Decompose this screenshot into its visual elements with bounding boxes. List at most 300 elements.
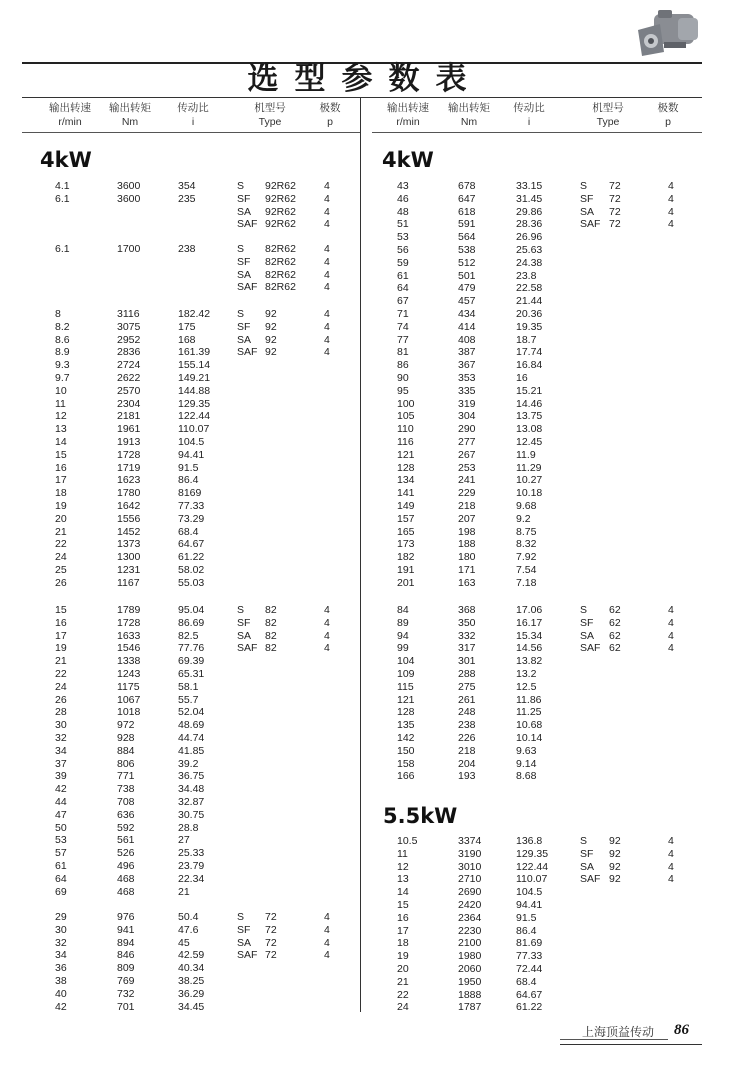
speed-cell: 56: [397, 244, 409, 256]
ratio-cell: 86.69: [178, 616, 205, 629]
poles-cell: 4: [668, 180, 674, 192]
speed-cell: 109: [397, 668, 415, 680]
page-number: 86: [674, 1022, 689, 1038]
torque-cell: 387: [458, 346, 476, 359]
torque-cell: 769: [117, 975, 135, 987]
torque-cell: 1642: [117, 500, 141, 512]
ratio-cell: 11.25: [516, 706, 542, 719]
ratio-cell: 30.75: [178, 808, 205, 821]
type-prefix-cell: SA: [237, 629, 252, 642]
speed-cell: 4.1: [55, 180, 70, 192]
poles-cell: 4: [324, 604, 330, 616]
ratio-cell: 22.34: [178, 872, 205, 885]
torque-cell: 238: [458, 719, 476, 732]
speed-cell: 150: [397, 744, 415, 757]
torque-cell: 512: [458, 256, 476, 269]
speed-cell: 105: [397, 410, 415, 423]
speed-cell: 8: [55, 308, 61, 320]
speed-cell: 10.5: [397, 835, 418, 847]
ratio-cell: 22.58: [516, 282, 543, 295]
speed-cell: 22: [397, 988, 409, 1001]
torque-cell: 163: [458, 576, 476, 589]
torque-cell: 317: [458, 642, 476, 655]
torque-cell: 468: [117, 872, 135, 885]
header-poles-left: 极数 p: [319, 102, 341, 128]
ratio-cell: 64.67: [178, 538, 205, 551]
speed-cell: 22: [55, 668, 67, 680]
speed-cell: 81: [397, 346, 409, 359]
ratio-cell: 73.29: [178, 512, 205, 525]
ratio-cell: 168: [178, 333, 196, 346]
poles-cell: 4: [324, 255, 330, 268]
ratio-cell: 36.75: [178, 770, 205, 783]
type-size-cell: 72: [265, 936, 277, 949]
speed-cell: 142: [397, 732, 415, 744]
torque-cell: 180: [458, 551, 476, 564]
speed-cell: 29: [55, 911, 67, 923]
torque-cell: 188: [458, 538, 476, 551]
ratio-cell: 18.7: [516, 333, 537, 346]
speed-cell: 14: [55, 436, 67, 448]
type-prefix-cell: SA: [580, 205, 595, 218]
speed-cell: 201: [397, 576, 415, 589]
poles-cell: 4: [668, 205, 674, 218]
type-prefix-cell: SF: [237, 255, 251, 268]
type-size-cell: 82R62: [265, 268, 296, 281]
speed-cell: 90: [397, 372, 409, 384]
type-prefix-cell: SAF: [237, 281, 258, 294]
speed-cell: 6.1: [55, 192, 70, 205]
torque-cell: 226: [458, 732, 476, 744]
ratio-cell: 47.6: [178, 923, 199, 936]
speed-cell: 84: [397, 604, 409, 616]
type-size-cell: 72: [265, 911, 277, 923]
speed-cell: 21: [55, 655, 67, 668]
torque-cell: 561: [117, 834, 135, 847]
speed-cell: 115: [397, 680, 414, 693]
ratio-cell: 16.17: [516, 616, 543, 629]
ratio-cell: 10.18: [516, 487, 543, 500]
type-prefix-cell: SF: [237, 192, 251, 205]
ratio-cell: 58.1: [178, 680, 199, 693]
type-prefix-cell: SA: [237, 936, 252, 949]
speed-cell: 13: [397, 873, 409, 886]
torque-cell: 1913: [117, 436, 141, 448]
header-ratio-right: 传动比 i: [513, 102, 545, 128]
poles-cell: 4: [324, 911, 330, 923]
ratio-cell: 34.45: [178, 1000, 205, 1013]
speed-cell: 42: [55, 783, 67, 796]
ratio-cell: 16.84: [516, 359, 543, 372]
ratio-cell: 14.46: [516, 397, 543, 410]
torque-cell: 976: [117, 911, 135, 923]
speed-cell: 18: [55, 487, 67, 500]
speed-cell: 25: [55, 564, 67, 576]
torque-cell: 2181: [117, 410, 141, 423]
type-size-cell: 82: [265, 629, 277, 642]
torque-cell: 501: [458, 269, 476, 282]
type-size-cell: 92: [609, 873, 621, 886]
type-prefix-cell: SF: [237, 616, 251, 629]
type-prefix-cell: S: [237, 180, 245, 192]
type-size-cell: 82: [265, 616, 277, 629]
footer-company: 上海顶益传动: [582, 1025, 655, 1039]
type-size-cell: 92: [265, 333, 277, 346]
torque-cell: 636: [117, 808, 135, 821]
ratio-cell: 10.68: [516, 719, 543, 732]
speed-cell: 104: [397, 655, 415, 668]
type-size-cell: 72: [265, 949, 277, 962]
speed-cell: 15: [55, 604, 67, 616]
torque-cell: 701: [117, 1000, 135, 1013]
type-prefix-cell: SA: [237, 205, 252, 218]
torque-cell: 218: [458, 500, 476, 512]
ratio-cell: 77.76: [178, 642, 205, 655]
torque-cell: 2622: [117, 372, 141, 384]
speed-cell: 191: [397, 564, 415, 576]
torque-cell: 2570: [117, 384, 141, 397]
speed-cell: 134: [397, 474, 415, 487]
torque-cell: 1018: [117, 706, 141, 719]
speed-cell: 16: [397, 911, 409, 924]
ratio-cell: 8.32: [516, 538, 537, 551]
type-prefix-cell: SAF: [580, 642, 601, 655]
ratio-cell: 9.2: [516, 512, 531, 525]
speed-cell: 69: [55, 885, 67, 898]
poles-cell: 4: [668, 873, 674, 886]
speed-cell: 47: [55, 808, 67, 821]
torque-cell: 972: [117, 719, 135, 732]
speed-cell: 67: [397, 295, 409, 308]
torque-cell: 2060: [458, 963, 482, 975]
torque-cell: 738: [117, 783, 135, 796]
torque-cell: 1373: [117, 538, 141, 551]
speed-cell: 166: [397, 770, 415, 783]
ratio-cell: 55.03: [178, 576, 205, 589]
speed-cell: 11: [55, 397, 66, 410]
torque-cell: 2304: [117, 397, 141, 410]
type-prefix-cell: SAF: [237, 346, 258, 359]
type-size-cell: 82: [265, 604, 277, 616]
ratio-cell: 34.48: [178, 783, 205, 796]
speed-cell: 15: [397, 899, 409, 911]
ratio-cell: 20.36: [516, 308, 543, 320]
torque-cell: 1243: [117, 668, 141, 680]
speed-cell: 9.3: [55, 359, 70, 372]
ratio-cell: 129.35: [178, 397, 211, 410]
header-top-rule: [22, 97, 702, 98]
speed-cell: 110: [397, 423, 414, 436]
torque-cell: 1787: [458, 1001, 482, 1014]
torque-cell: 1780: [117, 487, 141, 500]
torque-cell: 3116: [117, 308, 140, 320]
ratio-cell: 19.35: [516, 320, 543, 333]
speed-cell: 59: [397, 256, 409, 269]
page-title: 选型参数表: [247, 61, 483, 97]
speed-cell: 128: [397, 706, 415, 719]
speed-cell: 36: [55, 962, 67, 975]
ratio-cell: 12.5: [516, 680, 537, 693]
torque-cell: 414: [458, 320, 476, 333]
ratio-cell: 13.08: [516, 423, 543, 436]
torque-cell: 277: [458, 436, 476, 448]
poles-cell: 4: [668, 604, 674, 616]
ratio-cell: 238: [178, 243, 196, 255]
poles-cell: 4: [324, 949, 330, 962]
torque-cell: 538: [458, 244, 476, 256]
poles-cell: 4: [668, 629, 674, 642]
torque-cell: 2952: [117, 333, 141, 346]
torque-cell: 218: [458, 744, 476, 757]
speed-cell: 21: [397, 975, 409, 988]
poles-cell: 4: [324, 243, 330, 255]
torque-cell: 2100: [458, 937, 482, 950]
gear-motor-icon: [634, 8, 700, 60]
speed-cell: 26: [55, 576, 67, 589]
speed-cell: 19: [397, 950, 409, 963]
torque-cell: 304: [458, 410, 476, 423]
ratio-cell: 17.74: [516, 346, 543, 359]
ratio-cell: 86.4: [178, 474, 199, 487]
ratio-cell: 52.04: [178, 706, 205, 719]
ratio-cell: 10.14: [516, 732, 543, 744]
speed-cell: 32: [55, 936, 67, 949]
ratio-cell: 39.2: [178, 757, 199, 770]
speed-cell: 26: [55, 693, 67, 706]
speed-cell: 28: [55, 706, 67, 719]
ratio-cell: 72.44: [516, 963, 543, 975]
torque-cell: 592: [117, 821, 135, 834]
ratio-cell: 82.5: [178, 629, 199, 642]
ratio-cell: 17.06: [516, 604, 543, 616]
ratio-cell: 28.36: [516, 218, 543, 231]
torque-cell: 1231: [117, 564, 141, 576]
poles-cell: 4: [668, 218, 674, 231]
ratio-cell: 15.34: [516, 629, 543, 642]
header-speed-right: 输出转速 r/min: [387, 102, 429, 128]
ratio-cell: 122.44: [516, 860, 549, 873]
speed-cell: 99: [397, 642, 409, 655]
type-size-cell: 92R62: [265, 180, 296, 192]
poles-cell: 4: [668, 860, 674, 873]
ratio-cell: 40.34: [178, 962, 205, 975]
ratio-cell: 11.29: [516, 461, 542, 474]
torque-cell: 1950: [458, 975, 482, 988]
type-prefix-cell: S: [237, 308, 245, 320]
torque-cell: 1338: [117, 655, 141, 668]
speed-cell: 24: [55, 551, 67, 564]
ratio-cell: 64.67: [516, 988, 543, 1001]
speed-cell: 17: [397, 924, 409, 937]
torque-cell: 1700: [117, 243, 141, 255]
torque-cell: 809: [117, 962, 135, 975]
ratio-cell: 28.8: [178, 821, 199, 834]
section-title-4kw-right: 4kW: [382, 148, 434, 172]
type-size-cell: 72: [609, 218, 621, 231]
torque-cell: 335: [458, 384, 476, 397]
poles-cell: 4: [324, 616, 330, 629]
ratio-cell: 136.8: [516, 835, 543, 847]
speed-cell: 20: [397, 963, 409, 975]
poles-cell: 4: [324, 205, 330, 218]
torque-cell: 457: [458, 295, 476, 308]
poles-cell: 4: [324, 346, 330, 359]
torque-cell: 2420: [458, 899, 482, 911]
ratio-cell: 122.44: [178, 410, 211, 423]
speed-cell: 135: [397, 719, 415, 732]
torque-cell: 1961: [117, 423, 141, 436]
ratio-cell: 14.56: [516, 642, 543, 655]
poles-cell: 4: [668, 847, 674, 860]
ratio-cell: 32.87: [178, 796, 205, 808]
speed-cell: 53: [55, 834, 67, 847]
torque-cell: 350: [458, 616, 476, 629]
speed-cell: 30: [55, 719, 67, 732]
speed-cell: 39: [55, 770, 67, 783]
section-title-5-5kw: 5.5kW: [383, 804, 458, 828]
poles-cell: 4: [324, 642, 330, 655]
speed-cell: 77: [397, 333, 409, 346]
ratio-cell: 235: [178, 192, 196, 205]
ratio-cell: 36.29: [178, 987, 205, 1000]
type-size-cell: 82R62: [265, 255, 296, 268]
type-prefix-cell: S: [580, 604, 588, 616]
torque-cell: 1167: [117, 576, 140, 589]
torque-cell: 1175: [117, 680, 140, 693]
speed-cell: 17: [55, 474, 67, 487]
ratio-cell: 110.07: [516, 873, 548, 886]
torque-cell: 193: [458, 770, 476, 783]
poles-cell: 4: [324, 180, 330, 192]
speed-cell: 12: [397, 860, 409, 873]
ratio-cell: 41.85: [178, 744, 205, 757]
speed-cell: 11: [397, 847, 408, 860]
type-size-cell: 72: [609, 192, 621, 205]
ratio-cell: 81.69: [516, 937, 543, 950]
type-size-cell: 72: [265, 923, 277, 936]
ratio-cell: 91.5: [516, 911, 537, 924]
speed-cell: 51: [397, 218, 409, 231]
speed-cell: 43: [397, 180, 409, 192]
speed-cell: 61: [55, 860, 67, 872]
ratio-cell: 7.54: [516, 564, 537, 576]
torque-cell: 3600: [117, 192, 141, 205]
speed-cell: 95: [397, 384, 409, 397]
ratio-cell: 65.31: [178, 668, 205, 680]
ratio-cell: 68.4: [516, 975, 537, 988]
torque-cell: 1546: [117, 642, 141, 655]
poles-cell: 4: [324, 281, 330, 294]
type-prefix-cell: SAF: [237, 642, 258, 655]
poles-cell: 4: [324, 333, 330, 346]
torque-cell: 3374: [458, 835, 482, 847]
torque-cell: 2836: [117, 346, 141, 359]
torque-cell: 564: [458, 231, 476, 244]
torque-cell: 1556: [117, 512, 141, 525]
ratio-cell: 91.5: [178, 461, 199, 474]
torque-cell: 928: [117, 732, 135, 744]
ratio-cell: 55.7: [178, 693, 199, 706]
type-prefix-cell: S: [580, 835, 588, 847]
torque-cell: 526: [117, 847, 135, 860]
speed-cell: 157: [397, 512, 415, 525]
type-prefix-cell: S: [580, 180, 588, 192]
torque-cell: 3600: [117, 180, 141, 192]
speed-cell: 141: [397, 487, 415, 500]
ratio-cell: 9.14: [516, 757, 537, 770]
ratio-cell: 94.41: [178, 448, 205, 461]
type-size-cell: 92: [609, 847, 621, 860]
poles-cell: 4: [324, 923, 330, 936]
header-poles-right: 极数 p: [657, 102, 679, 128]
ratio-cell: 155.14: [178, 359, 211, 372]
torque-cell: 2690: [458, 886, 482, 899]
torque-cell: 1300: [117, 551, 141, 564]
speed-cell: 50: [55, 821, 67, 834]
speed-cell: 24: [397, 1001, 409, 1014]
torque-cell: 806: [117, 757, 135, 770]
type-prefix-cell: SF: [580, 847, 594, 860]
speed-cell: 32: [55, 732, 67, 744]
ratio-cell: 68.4: [178, 525, 199, 538]
ratio-cell: 16: [516, 372, 528, 384]
speed-cell: 149: [397, 500, 415, 512]
speed-cell: 64: [397, 282, 409, 295]
ratio-cell: 149.21: [178, 372, 211, 384]
type-prefix-cell: SF: [580, 192, 594, 205]
ratio-cell: 25.63: [516, 244, 543, 256]
torque-cell: 198: [458, 525, 476, 538]
speed-cell: 57: [55, 847, 67, 860]
poles-cell: 4: [668, 616, 674, 629]
poles-cell: 4: [668, 642, 674, 655]
type-size-cell: 92: [265, 346, 277, 359]
header-torque-left: 输出转矩 Nm: [109, 102, 151, 128]
torque-cell: 207: [458, 512, 476, 525]
speed-cell: 12: [55, 410, 67, 423]
torque-cell: 647: [458, 192, 476, 205]
ratio-cell: 144.88: [178, 384, 211, 397]
speed-cell: 89: [397, 616, 409, 629]
poles-cell: 4: [324, 629, 330, 642]
type-prefix-cell: SAF: [580, 873, 601, 886]
torque-cell: 1728: [117, 616, 141, 629]
poles-cell: 4: [324, 192, 330, 205]
speed-cell: 30: [55, 923, 67, 936]
speed-cell: 46: [397, 192, 409, 205]
ratio-cell: 8169: [178, 487, 202, 500]
ratio-cell: 21: [178, 885, 190, 898]
speed-cell: 64: [55, 872, 67, 885]
torque-cell: 2724: [117, 359, 141, 372]
speed-cell: 121: [397, 448, 415, 461]
ratio-cell: 31.45: [516, 192, 543, 205]
torque-cell: 708: [117, 796, 135, 808]
ratio-cell: 44.74: [178, 732, 205, 744]
torque-cell: 367: [458, 359, 476, 372]
torque-cell: 1719: [117, 461, 141, 474]
ratio-cell: 45: [178, 936, 190, 949]
speed-cell: 18: [397, 937, 409, 950]
torque-cell: 275: [458, 680, 476, 693]
ratio-cell: 161.39: [178, 346, 211, 359]
ratio-cell: 77.33: [178, 500, 205, 512]
ratio-cell: 94.41: [516, 899, 543, 911]
speed-cell: 21: [55, 525, 67, 538]
torque-cell: 229: [458, 487, 476, 500]
speed-cell: 37: [55, 757, 67, 770]
ratio-cell: 9.68: [516, 500, 537, 512]
